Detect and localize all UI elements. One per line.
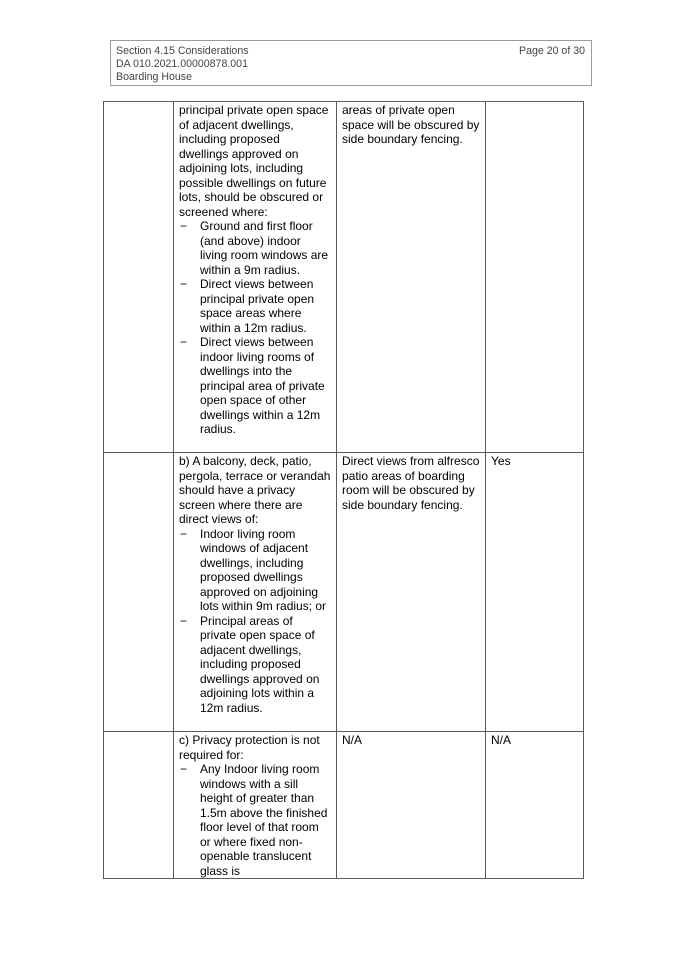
- dash-bullet-icon: −: [180, 526, 188, 541]
- header-subject: Boarding House: [116, 71, 192, 84]
- considerations-table: [103, 101, 584, 879]
- row2-comment-cell: Direct views from alfresco patio areas of boarding room will be obscured by side boundary fencing.: [337, 453, 486, 732]
- table-row: [104, 732, 584, 879]
- row1-requirement-intro: principal private open space of adjacent dwellings, including proposed dwellings approved on adjoining lots, including possible dwellings on future lots, should be obscured or screened where:: [179, 103, 329, 219]
- row2-requirement-intro: b) A balcony, deck, patio, pergola, terrace or verandah should have a privacy screen where there are direct views of:: [179, 454, 331, 526]
- row3-comment-cell: N/A: [337, 732, 486, 879]
- row2-compliance-cell: Yes: [486, 453, 584, 732]
- dash-bullet-icon: −: [180, 219, 188, 233]
- dash-bullet-icon: −: [180, 277, 188, 291]
- row3-compliance-cell: N/A: [486, 732, 584, 879]
- list-item: − Direct views between indoor living rooms of dwellings into the principal area of private open space of other dwellings within a 12m radius.: [180, 335, 325, 436]
- header-section-title: Section 4.15 Considerations: [116, 45, 249, 57]
- list-item: − Indoor living room windows of adjacent dwellings, including proposed dwellings approved on adjoining lots within 9m radius; or: [180, 526, 327, 613]
- list-item: − Ground and first floor (and above) indoor living room windows are within a 9m radius.: [180, 219, 329, 277]
- table-row: [104, 453, 584, 732]
- dash-bullet-icon: −: [180, 613, 188, 628]
- list-item: − Any Indoor living room windows with a sill height of greater than 1.5m above the finished floor level of that room or where fixed non-openable translucent glass is: [180, 762, 328, 878]
- row2-requirement-cell: [174, 453, 337, 732]
- list-item: − Principal areas of private open space of adjacent dwellings, including proposed dwellings approved on adjoining lots within a 12m radius.: [180, 613, 320, 715]
- row2-clause-cell: [104, 453, 174, 732]
- table-row: [104, 102, 584, 453]
- row3-requirement-cell: [174, 732, 337, 879]
- list-item: − Direct views between principal private open space areas where within a 12m radius.: [180, 277, 315, 335]
- header-page-number: Page 20 of 30: [519, 45, 585, 57]
- header-document-info: [116, 45, 249, 85]
- row1-comment-cell: areas of private open space will be obscured by side boundary fencing.: [337, 102, 486, 453]
- dash-bullet-icon: −: [180, 762, 188, 776]
- row2-requirement-list: [179, 527, 331, 716]
- header-da-number: DA 010.2021.00000878.001: [116, 58, 248, 71]
- page-header: [110, 40, 592, 86]
- dash-bullet-icon: −: [180, 335, 188, 349]
- row3-requirement-list: [179, 762, 331, 878]
- row1-requirement-list: [179, 219, 331, 437]
- row3-clause-cell: [104, 732, 174, 879]
- row1-compliance-cell: [486, 102, 584, 453]
- row1-requirement-cell: [174, 102, 337, 453]
- row1-clause-cell: [104, 102, 174, 453]
- row3-requirement-intro: c) Privacy protection is not required for:: [179, 733, 320, 762]
